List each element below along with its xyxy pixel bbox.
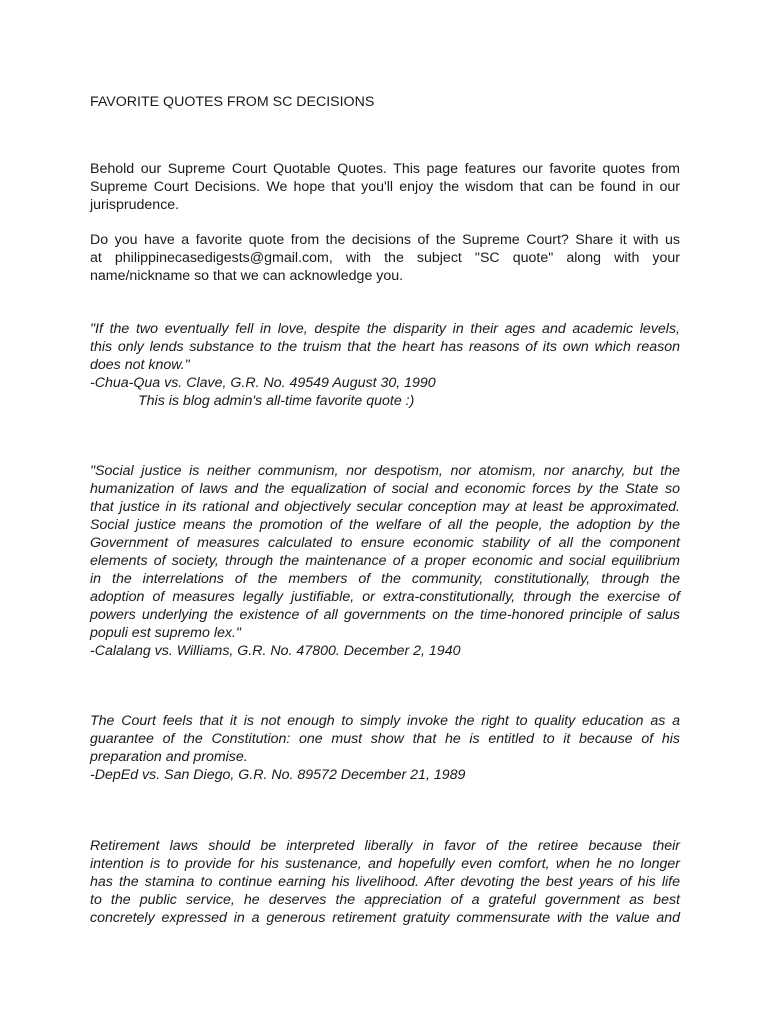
quote-line: Government of measures calculated to ensure economic stability of all the component: [90, 535, 680, 551]
quote-chua-qua: [90, 320, 680, 410]
document-page: [90, 0, 680, 1024]
quote-note: This is blog admin's all-time favorite quote :): [138, 393, 415, 409]
quote-line: to the public service, he deserves the appreciation of a grateful government as best: [90, 892, 680, 908]
quote-line: in the interrelations of the members of the community, constitutionally, through the: [90, 571, 680, 587]
quote-retirement: [90, 837, 680, 927]
quote-line: this only lends substance to the truism that the heart has reasons of its own which reason: [90, 339, 680, 355]
quote-line: "If the two eventually fell in love, despite the disparity in their ages and academic levels,: [90, 321, 680, 337]
intro-line: Do you have a favorite quote from the decisions of the Supreme Court? Share it with us: [90, 232, 680, 248]
quote-line: humanization of laws and the equalization of social and economic forces by the State so: [90, 481, 680, 497]
quote-citation: -DepEd vs. San Diego, G.R. No. 89572 December 21, 1989: [90, 767, 466, 783]
page-title: FAVORITE QUOTES FROM SC DECISIONS: [90, 94, 375, 110]
quote-line: elements of society, through the maintenance of a proper economic and social equilibrium: [90, 553, 680, 569]
intro-line: at philippinecasedigests@gmail.com, with the subject "SC quote" along with your: [90, 250, 680, 266]
intro-line: name/nickname so that we can acknowledge you.: [90, 268, 404, 284]
quote-line: concretely expressed in a generous retirement gratuity commensurate with the value and: [90, 910, 680, 926]
quote-line: "Social justice is neither communism, nor despotism, nor atomism, nor anarchy, but the: [90, 463, 680, 479]
intro-paragraph-2: [90, 231, 680, 285]
quote-citation: -Calalang vs. Williams, G.R. No. 47800. December 2, 1940: [90, 643, 461, 659]
quote-line: guarantee of the Constitution: one must show that he is entitled to it because of his: [90, 731, 680, 747]
quote-deped: [90, 712, 680, 784]
quote-calalang: [90, 462, 680, 660]
intro-line: jurisprudence.: [90, 197, 180, 213]
quote-line: Retirement laws should be interpreted liberally in favor of the retiree because their: [90, 838, 680, 854]
quote-line: has the stamina to continue earning his livelihood. After devoting the best years of his life: [90, 874, 680, 890]
intro-line: Behold our Supreme Court Quotable Quotes. This page features our favorite quotes from: [90, 161, 680, 177]
quote-line: adoption of measures legally justifiable, or extra-constitutionally, through the exercise of: [90, 589, 680, 605]
quote-citation: -Chua-Qua vs. Clave, G.R. No. 49549 August 30, 1990: [90, 375, 436, 391]
quote-line: intention is to provide for his sustenance, and hopefully even comfort, when he no longer: [90, 856, 680, 872]
quote-line: preparation and promise.: [90, 749, 248, 765]
quote-line: that justice in its rational and objectively secular conception may at least be approximated.: [90, 499, 680, 515]
intro-line: Supreme Court Decisions. We hope that you'll enjoy the wisdom that can be found in our: [90, 179, 680, 195]
quote-line: The Court feels that it is not enough to simply invoke the right to quality education as a: [90, 713, 680, 729]
quote-line: does not know.": [90, 357, 190, 373]
intro-paragraph-1: [90, 160, 680, 214]
quote-line: populi est supremo lex.": [90, 625, 241, 641]
quote-line: powers underlying the existence of all governments on the time-honored principle of salus: [90, 607, 680, 623]
quote-line: Social justice means the promotion of the welfare of all the people, the adoption by the: [90, 517, 680, 533]
